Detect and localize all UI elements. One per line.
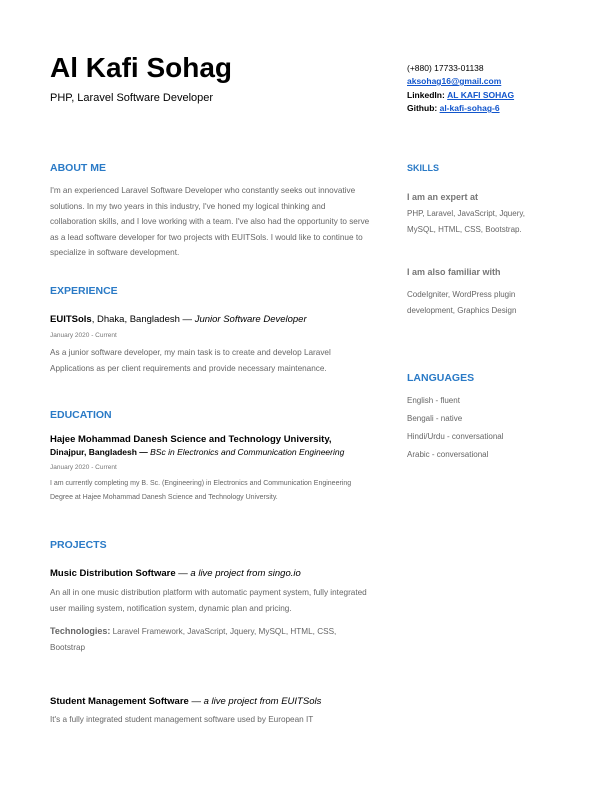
- project-text: An all in one music distribution platform with automatic payment system, fully integrated user mailing system, notification system, dynamic plan and pricing.: [50, 588, 367, 613]
- experience-heading: EXPERIENCE: [50, 285, 118, 297]
- company: EUITSols: [50, 314, 92, 325]
- project-source: a live project from singo.io: [190, 568, 301, 579]
- separator: —: [188, 696, 204, 707]
- location: , Dhaka, Bangladesh —: [91, 314, 195, 325]
- education-date: January 2020 - Current: [50, 464, 117, 471]
- experience-title: [50, 314, 307, 325]
- separator: —: [175, 568, 191, 579]
- language-item: Arabic - conversational: [407, 450, 489, 459]
- phone: (+880) 17733-01138: [407, 63, 484, 73]
- project-source: a live project from EUITSols: [203, 696, 322, 707]
- familiar-label: I am also familiar with: [407, 267, 501, 277]
- project-title: [50, 568, 301, 579]
- project-text: It's a fully integrated student management software used by European IT: [50, 715, 314, 724]
- skills-heading: SKILLS: [407, 163, 440, 173]
- project-name: Music Distribution Software: [50, 568, 176, 579]
- language-item: English - fluent: [407, 396, 460, 405]
- languages-heading: LANGUAGES: [407, 372, 475, 384]
- degree: BSc in Electronics and Communication Engineering: [150, 447, 345, 457]
- degree-line: [50, 447, 344, 457]
- project-name: Student Management Software: [50, 696, 189, 707]
- experience-date: January 2020 - Current: [50, 332, 117, 339]
- linkedin-link[interactable]: AL KAFI SOHAG: [447, 90, 515, 100]
- familiar-skills: CodeIgniter, WordPress plugin development, Graphics Design: [407, 290, 517, 315]
- education-text: I am currently completing my B. Sc. (Engineering) in Electronics and Communication Engineering Degree at Hajee Mohammad Danesh Science and Technology University.: [50, 480, 352, 501]
- job-title: PHP, Laravel Software Developer: [50, 92, 214, 104]
- about-text: I'm an experienced Laravel Software Developer who constantly seeks out innovative solutions. In my two years in this industry, I've honed my logical thinking and collaboration skills, and I love working with a team. I've also had the opportunity to serve as a lead software developer for two projects with EUITSols. I would like to continue to specialize in software development.: [50, 186, 370, 257]
- school-name: Hajee Mohammad Danesh Science and Technology University,: [50, 434, 332, 445]
- language-item: Bengali - native: [407, 414, 463, 423]
- school-location: Dinajpur, Bangladesh —: [50, 447, 151, 457]
- role: Junior Software Developer: [194, 314, 307, 325]
- expert-skills: PHP, Laravel, JavaScript, Jquery, MySQL, HTML, CSS, Bootstrap.: [407, 209, 525, 234]
- github-row: [407, 103, 500, 113]
- project-title: [50, 696, 321, 707]
- experience-text: As a junior software developer, my main task is to create and develop Laravel Applications as per client requirements and provide necessary maintenance.: [50, 348, 331, 373]
- education-heading: EDUCATION: [50, 409, 112, 421]
- email-link[interactable]: aksohag16@gmail.com: [407, 76, 502, 86]
- language-item: Hindi/Urdu - conversational: [407, 432, 504, 441]
- project-tech: [50, 624, 370, 655]
- linkedin-label: LinkedIn:: [407, 90, 445, 100]
- github-link[interactable]: al-kafi-sohag-6: [439, 103, 500, 113]
- linkedin-row: [407, 90, 514, 100]
- github-label: Github:: [407, 103, 438, 113]
- name-heading: Al Kafi Sohag: [50, 52, 233, 83]
- about-heading: ABOUT ME: [50, 162, 106, 174]
- expert-label: I am an expert at: [407, 192, 479, 202]
- projects-heading: PROJECTS: [50, 539, 107, 551]
- tech-list: Laravel Framework, JavaScript, Jquery, MySQL, HTML, CSS, Bootstrap: [50, 627, 337, 652]
- tech-label: Technologies:: [50, 626, 111, 636]
